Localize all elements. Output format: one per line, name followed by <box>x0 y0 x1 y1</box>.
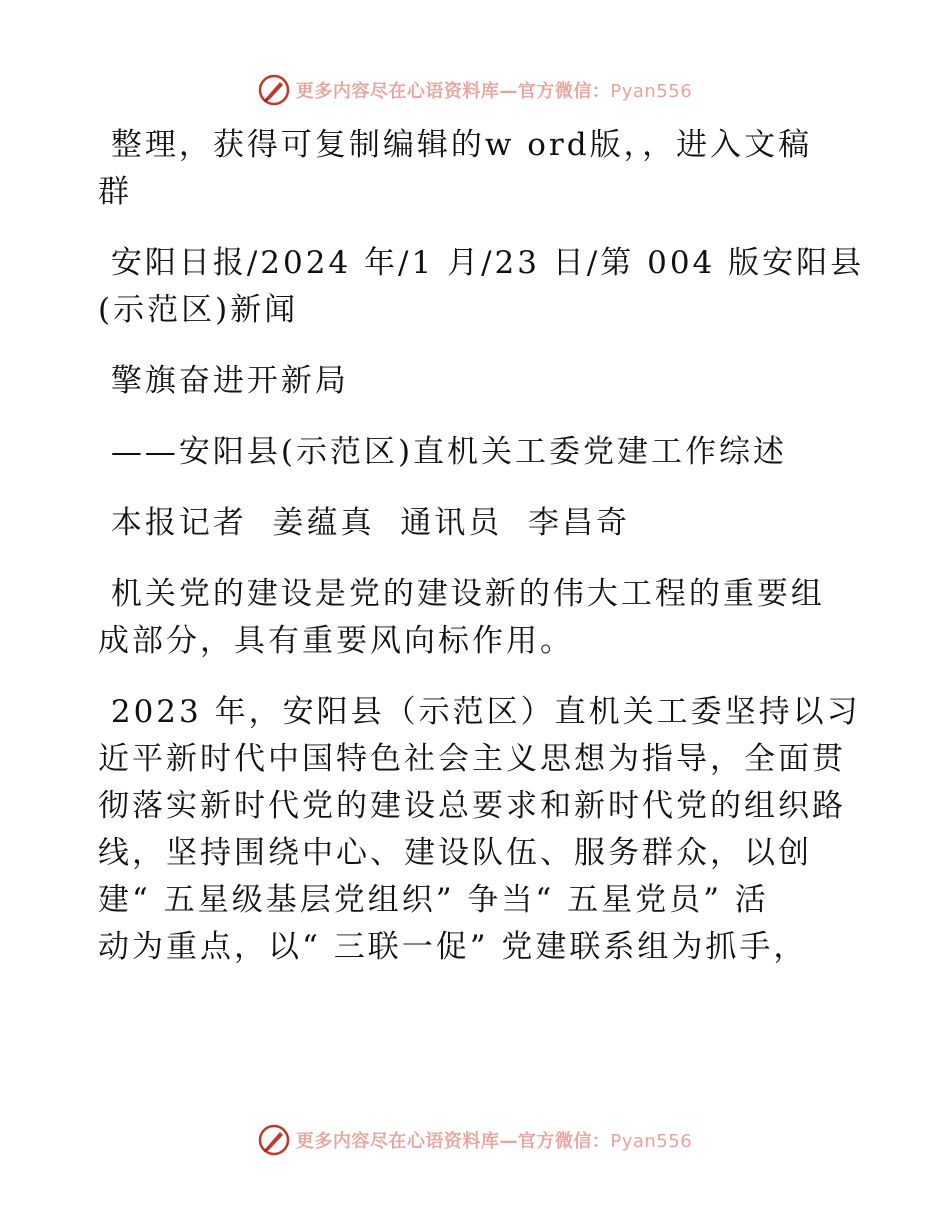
paragraph <box>98 122 858 216</box>
byline <box>98 500 858 547</box>
paragraph <box>98 571 858 665</box>
text-line: 群 <box>98 174 132 210</box>
text-line: 机关党的建设是党的建设新的伟大工程的重要组 <box>98 576 825 612</box>
text-line: 2023 年，安阳县（示范区）直机关工委坚持以习 <box>98 694 861 730</box>
text-line: 线，坚持围绕中心、建设队伍、服务群众，以创 <box>98 835 812 871</box>
text-line: 彻落实新时代党的建设总要求和新时代党的组织路 <box>98 788 846 824</box>
text-line: 建“ 五星级基层党组织” 争当“ 五星党员” 活 <box>98 882 769 918</box>
text-line: 整理，获得可复制编辑的w ord版，，进入文稿 <box>98 127 813 163</box>
document-body <box>98 122 865 971</box>
article-subtitle <box>98 429 858 476</box>
pen-logo-icon <box>258 74 290 106</box>
text-line: ——安阳县(示范区)直机关工委党建工作综述 <box>98 434 788 470</box>
pen-logo-icon <box>258 1124 290 1156</box>
watermark-footer <box>0 1120 950 1160</box>
text-line: 成部分，具有重要风向标作用。 <box>98 623 574 659</box>
text-line: 擎旗奋进开新局 <box>98 363 349 399</box>
watermark-text: 更多内容尽在心语资料库—官方微信：Pyan556 <box>295 1131 693 1152</box>
text-line: (示范区)新闻 <box>98 292 299 328</box>
article-title <box>98 358 858 405</box>
paragraph <box>98 689 861 971</box>
text-line: 近平新时代中国特色社会主义思想为指导，全面贯 <box>98 741 846 777</box>
text-line: 动为重点，以“ 三联一促” 党建联系组为抓手， <box>98 929 808 965</box>
watermark-header <box>0 70 950 110</box>
watermark-text: 更多内容尽在心语资料库—官方微信：Pyan556 <box>295 81 693 102</box>
paragraph <box>98 240 865 334</box>
text-line: 安阳日报/2024 年/1 月/23 日/第 004 版安阳县 <box>98 245 865 281</box>
text-line: 本报记者 姜蕴真 通讯员 李昌奇 <box>98 505 630 541</box>
